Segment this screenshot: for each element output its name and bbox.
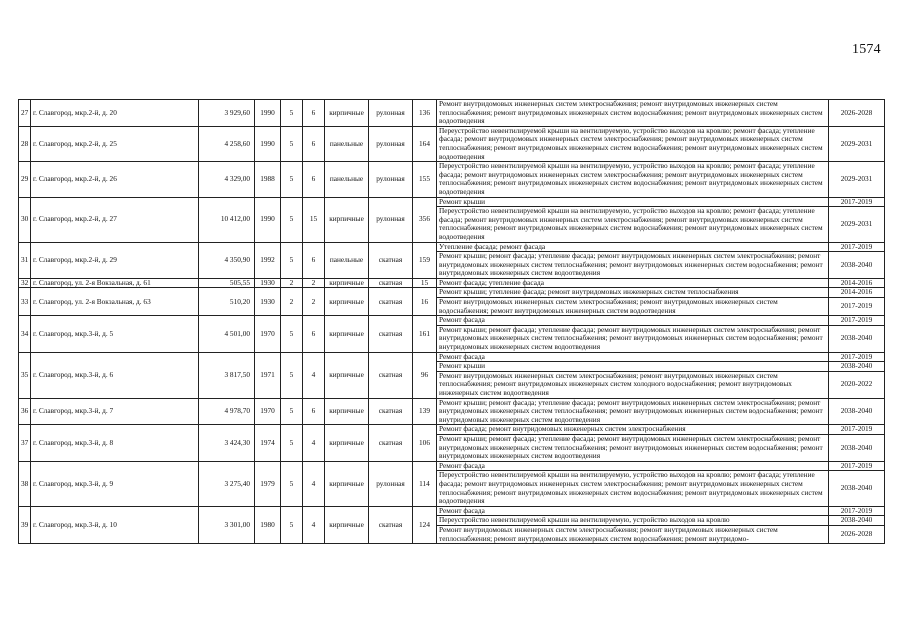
residents-cell: 136 bbox=[413, 100, 437, 127]
roof-type-cell: рулонная bbox=[369, 461, 413, 506]
area-cell: 4 350,90 bbox=[199, 242, 255, 278]
period-cell: 2026-2028 bbox=[829, 100, 885, 127]
year-cell: 1930 bbox=[255, 288, 281, 316]
period-cell: 2017-2019 bbox=[829, 352, 885, 362]
address-cell: г. Славгород, мкр.2-й, д. 20 bbox=[31, 100, 199, 127]
year-cell: 1979 bbox=[255, 461, 281, 506]
wall-material-cell: кирпичные bbox=[325, 100, 369, 127]
works-cell: Ремонт фасада bbox=[437, 352, 829, 362]
year-cell: 1990 bbox=[255, 126, 281, 161]
residents-cell: 15 bbox=[413, 278, 437, 288]
year-cell: 1971 bbox=[255, 352, 281, 398]
period-cell: 2029-2031 bbox=[829, 207, 885, 242]
period-cell: 2020-2022 bbox=[829, 371, 885, 398]
table-row bbox=[19, 197, 885, 207]
address-cell: г. Славгород, ул. 2-я Вокзальная, д. 61 bbox=[31, 278, 199, 288]
row-number: 35 bbox=[19, 352, 31, 398]
works-cell: Ремонт крыши bbox=[437, 197, 829, 207]
entrances-cell: 2 bbox=[303, 288, 325, 316]
area-cell: 3 817,50 bbox=[199, 352, 255, 398]
repair-schedule-table bbox=[18, 99, 885, 544]
entrances-cell: 2 bbox=[303, 278, 325, 288]
entrances-cell: 4 bbox=[303, 506, 325, 543]
row-number: 28 bbox=[19, 126, 31, 161]
floors-cell: 5 bbox=[281, 242, 303, 278]
wall-material-cell: панельные bbox=[325, 126, 369, 161]
entrances-cell: 6 bbox=[303, 100, 325, 127]
period-cell: 2038-2040 bbox=[829, 362, 885, 372]
floors-cell: 5 bbox=[281, 398, 303, 425]
works-cell: Утепление фасада; ремонт фасада bbox=[437, 242, 829, 252]
table-row bbox=[19, 506, 885, 516]
entrances-cell: 6 bbox=[303, 162, 325, 197]
residents-cell: 124 bbox=[413, 506, 437, 543]
table-row bbox=[19, 288, 885, 298]
entrances-cell: 6 bbox=[303, 242, 325, 278]
residents-cell: 356 bbox=[413, 197, 437, 242]
area-cell: 4 501,00 bbox=[199, 316, 255, 352]
entrances-cell: 4 bbox=[303, 352, 325, 398]
wall-material-cell: кирпичные bbox=[325, 278, 369, 288]
floors-cell: 5 bbox=[281, 100, 303, 127]
roof-type-cell: скатная bbox=[369, 242, 413, 278]
period-cell: 2017-2019 bbox=[829, 298, 885, 316]
area-cell: 3 929,60 bbox=[199, 100, 255, 127]
address-cell: г. Славгород, мкр.3-й, д. 8 bbox=[31, 425, 199, 461]
works-cell: Ремонт внутридомовых инженерных систем электроснабжения; ремонт внутридомовых инженерных систем теплоснабжения; ремонт внутридомовых инженерных систем водоснабжения; ремонт внутридомовых инженерных систем водоотведения bbox=[437, 100, 829, 127]
residents-cell: 96 bbox=[413, 352, 437, 398]
wall-material-cell: кирпичные bbox=[325, 288, 369, 316]
entrances-cell: 6 bbox=[303, 126, 325, 161]
works-cell: Переустройство невентилируемой крыши на вентилируемую, устройство выходов на кровлю; ремонт фасада; утепление фасада; ремонт внутридомовых инженерных систем электроснабжения; ремонт внутридомовых инженерных систем теплоснабжения; ремонт внутридомовых инженерных систем водоснабжения; ремонт внутридомовых инженерных систем водоотведения bbox=[437, 471, 829, 506]
roof-type-cell: рулонная bbox=[369, 126, 413, 161]
area-cell: 10 412,00 bbox=[199, 197, 255, 242]
roof-type-cell: скатная bbox=[369, 506, 413, 543]
floors-cell: 5 bbox=[281, 425, 303, 461]
works-cell: Ремонт крыши; ремонт фасада; утепление фасада; ремонт внутридомовых инженерных систем электроснабжения; ремонт внутридомовых инженерных систем теплоснабжения; ремонт внутридомовых инженерных систем водоснабжения; ремонт внутридомовых инженерных систем водоотведения bbox=[437, 325, 829, 352]
floors-cell: 5 bbox=[281, 506, 303, 543]
wall-material-cell: панельные bbox=[325, 242, 369, 278]
wall-material-cell: кирпичные bbox=[325, 197, 369, 242]
period-cell: 2017-2019 bbox=[829, 242, 885, 252]
works-cell: Переустройство невентилируемой крыши на вентилируемую, устройство выходов на кровлю bbox=[437, 516, 829, 526]
roof-type-cell: скатная bbox=[369, 425, 413, 461]
area-cell: 510,20 bbox=[199, 288, 255, 316]
row-number: 36 bbox=[19, 398, 31, 425]
year-cell: 1974 bbox=[255, 425, 281, 461]
floors-cell: 2 bbox=[281, 278, 303, 288]
year-cell: 1970 bbox=[255, 398, 281, 425]
area-cell: 4 329,00 bbox=[199, 162, 255, 197]
works-cell: Ремонт крыши; ремонт фасада; утепление фасада; ремонт внутридомовых инженерных систем электроснабжения; ремонт внутридомовых инженерных систем теплоснабжения; ремонт внутридомовых инженерных систем водоснабжения; ремонт внутридомовых инженерных систем водоотведения bbox=[437, 252, 829, 279]
period-cell: 2038-2040 bbox=[829, 252, 885, 279]
wall-material-cell: кирпичные bbox=[325, 398, 369, 425]
wall-material-cell: кирпичные bbox=[325, 506, 369, 543]
address-cell: г. Славгород, мкр.2-й, д. 25 bbox=[31, 126, 199, 161]
period-cell: 2017-2019 bbox=[829, 425, 885, 435]
year-cell: 1992 bbox=[255, 242, 281, 278]
residents-cell: 161 bbox=[413, 316, 437, 352]
row-number: 34 bbox=[19, 316, 31, 352]
floors-cell: 5 bbox=[281, 197, 303, 242]
table-row bbox=[19, 278, 885, 288]
area-cell: 3 275,40 bbox=[199, 461, 255, 506]
period-cell: 2017-2019 bbox=[829, 197, 885, 207]
period-cell: 2017-2019 bbox=[829, 506, 885, 516]
page-number: 1574 bbox=[852, 42, 881, 57]
roof-type-cell: рулонная bbox=[369, 162, 413, 197]
floors-cell: 5 bbox=[281, 316, 303, 352]
works-cell: Ремонт фасада; ремонт внутридомовых инженерных систем электроснабжения bbox=[437, 425, 829, 435]
entrances-cell: 4 bbox=[303, 461, 325, 506]
row-number: 37 bbox=[19, 425, 31, 461]
address-cell: г. Славгород, ул. 2-я Вокзальная, д. 63 bbox=[31, 288, 199, 316]
address-cell: г. Славгород, мкр.2-й, д. 26 bbox=[31, 162, 199, 197]
works-cell: Ремонт крыши; ремонт фасада; утепление фасада; ремонт внутридомовых инженерных систем электроснабжения; ремонт внутридомовых инженерных систем теплоснабжения; ремонт внутридомовых инженерных систем водоснабжения; ремонт внутридомовых инженерных систем водоотведения bbox=[437, 398, 829, 425]
works-cell: Ремонт внутридомовых инженерных систем электроснабжения; ремонт внутридомовых инженерных систем теплоснабжения; ремонт внутридомовых инженерных систем водоснабжения; ремонт внутридомо- bbox=[437, 525, 829, 543]
works-cell: Ремонт крыши; ремонт фасада; утепление фасада; ремонт внутридомовых инженерных систем электроснабжения; ремонт внутридомовых инженерных систем теплоснабжения; ремонт внутридомовых инженерных систем водоснабжения; ремонт внутридомовых инженерных систем водоотведения bbox=[437, 435, 829, 462]
residents-cell: 16 bbox=[413, 288, 437, 316]
works-cell: Переустройство невентилируемой крыши на вентилируемую, устройство выходов на кровлю; ремонт фасада; утепление фасада; ремонт внутридомовых инженерных систем электроснабжения; ремонт внутридомовых инженерных систем теплоснабжения; ремонт внутридомовых инженерных систем водоснабжения; ремонт внутридомовых инженерных систем водоотведения bbox=[437, 207, 829, 242]
year-cell: 1930 bbox=[255, 278, 281, 288]
floors-cell: 5 bbox=[281, 126, 303, 161]
floors-cell: 5 bbox=[281, 162, 303, 197]
roof-type-cell: рулонная bbox=[369, 197, 413, 242]
works-cell: Ремонт внутридомовых инженерных систем электроснабжения; ремонт внутридомовых инженерных систем водоснабжения; ремонт внутридомовых инженерных систем водоотведения bbox=[437, 298, 829, 316]
table-row bbox=[19, 126, 885, 161]
wall-material-cell: панельные bbox=[325, 162, 369, 197]
works-cell: Ремонт внутридомовых инженерных систем электроснабжения; ремонт внутридомовых инженерных систем теплоснабжения; ремонт внутридомовых инженерных систем холодного водоснабжения; ремонт внутридомовых инженерных систем водоотведения bbox=[437, 371, 829, 398]
residents-cell: 159 bbox=[413, 242, 437, 278]
row-number: 38 bbox=[19, 461, 31, 506]
wall-material-cell: кирпичные bbox=[325, 461, 369, 506]
table-row bbox=[19, 425, 885, 435]
address-cell: г. Славгород, мкр.2-й, д. 27 bbox=[31, 197, 199, 242]
works-cell: Ремонт фасада bbox=[437, 506, 829, 516]
entrances-cell: 4 bbox=[303, 425, 325, 461]
period-cell: 2038-2040 bbox=[829, 516, 885, 526]
period-cell: 2017-2019 bbox=[829, 316, 885, 326]
works-cell: Переустройство невентилируемой крыши на вентилируемую, устройство выходов на кровлю; ремонт фасада; утепление фасада; ремонт внутридомовых инженерных систем электроснабжения; ремонт внутридомовых инженерных систем теплоснабжения; ремонт внутридомовых инженерных систем водоснабжения; ремонт внутридомовых инженерных систем водоотведения bbox=[437, 162, 829, 197]
period-cell: 2017-2019 bbox=[829, 461, 885, 471]
roof-type-cell: скатная bbox=[369, 398, 413, 425]
roof-type-cell: рулонная bbox=[369, 100, 413, 127]
row-number: 29 bbox=[19, 162, 31, 197]
floors-cell: 2 bbox=[281, 288, 303, 316]
row-number: 30 bbox=[19, 197, 31, 242]
row-number: 32 bbox=[19, 278, 31, 288]
period-cell: 2038-2040 bbox=[829, 325, 885, 352]
address-cell: г. Славгород, мкр.3-й, д. 5 bbox=[31, 316, 199, 352]
entrances-cell: 15 bbox=[303, 197, 325, 242]
row-number: 31 bbox=[19, 242, 31, 278]
period-cell: 2038-2040 bbox=[829, 398, 885, 425]
address-cell: г. Славгород, мкр.3-й, д. 10 bbox=[31, 506, 199, 543]
table-row bbox=[19, 352, 885, 362]
table-row bbox=[19, 398, 885, 425]
area-cell: 3 301,00 bbox=[199, 506, 255, 543]
row-number: 33 bbox=[19, 288, 31, 316]
residents-cell: 114 bbox=[413, 461, 437, 506]
works-cell: Ремонт крыши; утепление фасада; ремонт внутридомовых инженерных систем теплоснабжения bbox=[437, 288, 829, 298]
roof-type-cell: скатная bbox=[369, 352, 413, 398]
capital-repair-table bbox=[18, 99, 884, 544]
works-cell: Переустройство невентилируемой крыши на вентилируемую, устройство выходов на кровлю; ремонт фасада; утепление фасада; ремонт внутридомовых инженерных систем электроснабжения; ремонт внутридомовых инженерных систем теплоснабжения; ремонт внутридомовых инженерных систем водоснабжения; ремонт внутридомовых инженерных систем водоотведения bbox=[437, 126, 829, 161]
wall-material-cell: кирпичные bbox=[325, 316, 369, 352]
address-cell: г. Славгород, мкр.3-й, д. 7 bbox=[31, 398, 199, 425]
period-cell: 2029-2031 bbox=[829, 126, 885, 161]
residents-cell: 139 bbox=[413, 398, 437, 425]
table-row bbox=[19, 316, 885, 326]
residents-cell: 164 bbox=[413, 126, 437, 161]
wall-material-cell: кирпичные bbox=[325, 425, 369, 461]
area-cell: 4 258,60 bbox=[199, 126, 255, 161]
floors-cell: 5 bbox=[281, 461, 303, 506]
residents-cell: 155 bbox=[413, 162, 437, 197]
year-cell: 1990 bbox=[255, 100, 281, 127]
area-cell: 3 424,30 bbox=[199, 425, 255, 461]
area-cell: 505,55 bbox=[199, 278, 255, 288]
table-row bbox=[19, 461, 885, 471]
table-row bbox=[19, 100, 885, 127]
period-cell: 2038-2040 bbox=[829, 471, 885, 506]
row-number: 27 bbox=[19, 100, 31, 127]
address-cell: г. Славгород, мкр.3-й, д. 6 bbox=[31, 352, 199, 398]
wall-material-cell: кирпичные bbox=[325, 352, 369, 398]
residents-cell: 106 bbox=[413, 425, 437, 461]
period-cell: 2026-2028 bbox=[829, 525, 885, 543]
roof-type-cell: скатная bbox=[369, 278, 413, 288]
area-cell: 4 978,70 bbox=[199, 398, 255, 425]
year-cell: 1990 bbox=[255, 197, 281, 242]
address-cell: г. Славгород, мкр.3-й, д. 9 bbox=[31, 461, 199, 506]
floors-cell: 5 bbox=[281, 352, 303, 398]
year-cell: 1970 bbox=[255, 316, 281, 352]
table-row bbox=[19, 162, 885, 197]
period-cell: 2029-2031 bbox=[829, 162, 885, 197]
period-cell: 2038-2040 bbox=[829, 435, 885, 462]
period-cell: 2014-2016 bbox=[829, 278, 885, 288]
year-cell: 1988 bbox=[255, 162, 281, 197]
roof-type-cell: скатная bbox=[369, 316, 413, 352]
period-cell: 2014-2016 bbox=[829, 288, 885, 298]
entrances-cell: 6 bbox=[303, 398, 325, 425]
works-cell: Ремонт фасада bbox=[437, 461, 829, 471]
works-cell: Ремонт фасада; утепление фасада bbox=[437, 278, 829, 288]
entrances-cell: 6 bbox=[303, 316, 325, 352]
row-number: 39 bbox=[19, 506, 31, 543]
works-cell: Ремонт фасада bbox=[437, 316, 829, 326]
works-cell: Ремонт крыши bbox=[437, 362, 829, 372]
address-cell: г. Славгород, мкр.2-й, д. 29 bbox=[31, 242, 199, 278]
roof-type-cell: скатная bbox=[369, 288, 413, 316]
table-row bbox=[19, 242, 885, 252]
year-cell: 1980 bbox=[255, 506, 281, 543]
